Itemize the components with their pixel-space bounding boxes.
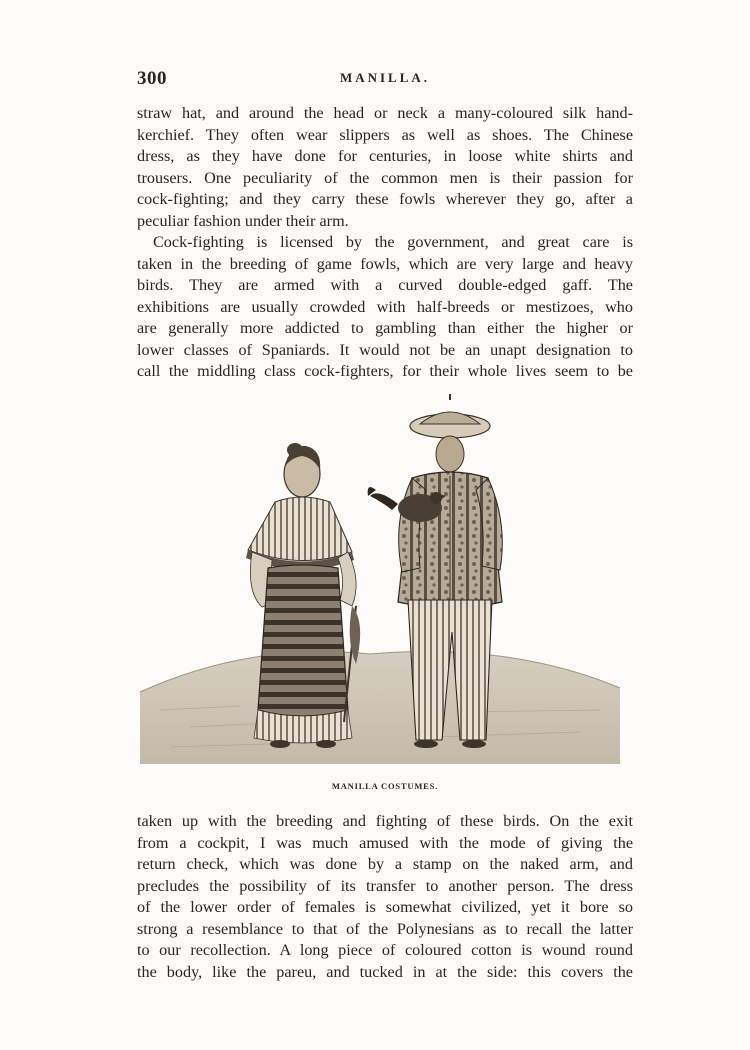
illustration-caption: MANILLA COSTUMES. (331, 781, 439, 791)
top-text-block (137, 103, 633, 383)
page-number: 300 (137, 68, 167, 89)
text-line: lower classes of Spaniards. It would not be an unapt designation to (137, 340, 633, 359)
text-line: cock-fighting; and they carry these fowls wherever they go, after a (137, 190, 633, 208)
text-line: dress, as they have done for centuries, in loose white shirts and (137, 147, 633, 165)
running-title: MANILLA. (339, 70, 431, 85)
woman-figure (246, 443, 360, 748)
text-line: call the middling class cock-fighters, for their whole lives seem to be (137, 362, 633, 380)
text-line: strong a resemblance to that of the Polynesians as to recall the latter (137, 919, 633, 938)
text-line: taken in the breeding of game fowls, which are very large and heavy (137, 254, 633, 273)
text-line: exhibitions are usually crowded with half-breeds or mestizoes, who (137, 297, 633, 316)
text-line: trousers. One peculiarity of the common men is their passion for (137, 168, 633, 187)
text-line: birds. They are armed with a curved double-edged gaff. The (137, 276, 633, 294)
text-line: straw hat, and around the head or neck a many-coloured silk hand- (137, 104, 633, 122)
text-line: peculiar fashion under their arm. (137, 211, 349, 230)
text-line: of the lower order of females is somewhat civilized, yet it bore so (137, 898, 633, 916)
page-header (137, 68, 633, 94)
text-line: are generally more addicted to gambling than either the higher or (137, 319, 633, 337)
text-line: to our recollection. A long piece of coloured cotton is wound round (137, 941, 633, 959)
text-line: kerchief. They often wear slippers as well as shoes. The Chinese (137, 125, 633, 144)
bottom-text-block (137, 811, 633, 983)
text-line: return check, which was done by a stamp on the naked arm, and (137, 855, 633, 873)
text-line: the body, like the pareu, and tucked in at the side: this covers the (137, 962, 633, 981)
manilla-costumes-engraving (130, 392, 630, 774)
text-line: from a cockpit, I was much amused with the mode of giving the (137, 833, 633, 852)
ground-shading (140, 652, 620, 764)
text-line: taken up with the breeding and fighting of these birds. On the exit (137, 812, 633, 830)
text-line: precludes the possibility of its transfer to another person. The dress (137, 876, 633, 895)
text-line: Cock-fighting is licensed by the government, and great care is (153, 233, 633, 251)
